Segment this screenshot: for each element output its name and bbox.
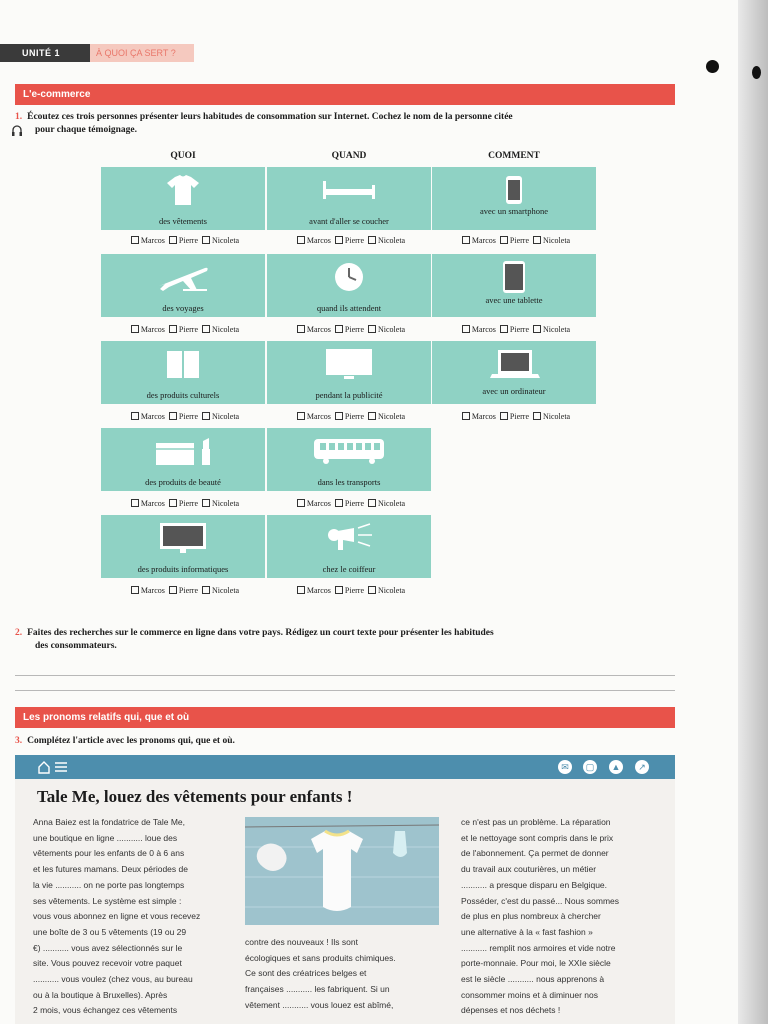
checkbox[interactable]: [368, 412, 376, 420]
checkbox[interactable]: [500, 236, 508, 244]
unit-label: UNITÉ 1: [0, 44, 90, 62]
share-icon[interactable]: ↗: [635, 760, 649, 774]
checkbox[interactable]: [131, 236, 139, 244]
article-line: dépenses et nos déchets !: [461, 1005, 561, 1016]
checkbox-label: Pierre: [509, 325, 529, 334]
tile-label: avec une tablette: [485, 295, 543, 305]
article-line: du travail aux couturières, un métier: [461, 864, 597, 875]
tile-publicite: [267, 341, 431, 404]
checkbox-label: Marcos: [140, 412, 165, 421]
section-title-pronoms: Les pronoms relatifs qui, que et où: [15, 707, 675, 728]
checkbox-label: Pierre: [509, 412, 529, 421]
book-icon: [163, 348, 203, 380]
article-card: [15, 755, 675, 1024]
article-line: ........... vous voulez (chez vous, au bureau: [33, 974, 193, 985]
checkbox-label: Nicoleta: [378, 236, 406, 245]
tile-label: pendant la publicité: [315, 390, 383, 400]
tile-tablette: [432, 254, 596, 317]
article-line: Ce sont des créatrices belges et: [245, 968, 367, 979]
bus-icon: [312, 436, 386, 466]
article-line: ou à la boutique à Bruxelles). Après: [33, 989, 168, 1000]
checkbox[interactable]: [169, 586, 177, 594]
checkbox-label: Nicoleta: [212, 325, 240, 334]
checkbox-label: Nicoleta: [378, 412, 406, 421]
checkbox-label: Marcos: [306, 412, 331, 421]
checkbox[interactable]: [335, 499, 343, 507]
checkbox-label: Marcos: [140, 325, 165, 334]
article-line: françaises ........... les fabriquent. Si un: [245, 984, 390, 995]
tile-label: des produits de beauté: [145, 477, 221, 487]
person-checkbox-row: [267, 499, 431, 508]
checkbox-label: Nicoleta: [378, 586, 406, 595]
clock-icon: [332, 260, 366, 294]
article-line: vous vous abonnez en ligne et vous recevez: [33, 911, 201, 922]
tile-label: avec un ordinateur: [482, 386, 546, 396]
checkbox[interactable]: [533, 236, 541, 244]
checkbox-label: Nicoleta: [543, 412, 571, 421]
checkbox[interactable]: [169, 325, 177, 333]
exercise-number: 3.: [15, 736, 23, 746]
tile-quand-attendent: [267, 254, 431, 317]
exercise-3-instructions: [15, 735, 235, 748]
exercise-number: 1.: [15, 112, 23, 122]
article-column-2: [245, 935, 445, 1014]
checkbox[interactable]: [335, 412, 343, 420]
headphones-icon: [12, 124, 22, 143]
column-header-comment: COMMENT: [488, 151, 540, 161]
checkbox-label: Marcos: [140, 586, 165, 595]
checkbox[interactable]: [202, 499, 210, 507]
article-line: de l'abonnement. Ça permet de donner: [461, 848, 609, 859]
checkbox-label: Marcos: [471, 412, 496, 421]
checkbox[interactable]: [169, 412, 177, 420]
tile-label: des produits culturels: [146, 390, 220, 400]
person-checkbox-row: [101, 586, 265, 595]
article-column-1: [33, 815, 239, 1019]
checkbox[interactable]: [297, 499, 305, 507]
checkbox[interactable]: [335, 586, 343, 594]
tablet-icon: [501, 260, 527, 294]
person-checkbox-row: [267, 586, 431, 595]
checkbox-label: Pierre: [344, 412, 364, 421]
person-checkbox-row: [432, 412, 596, 421]
article-line: une alternative à la « fast fashion »: [461, 926, 593, 937]
home-icon[interactable]: [37, 760, 51, 774]
checkbox[interactable]: [169, 499, 177, 507]
up-arrow-icon[interactable]: ▲: [609, 760, 623, 774]
checkbox[interactable]: [131, 325, 139, 333]
article-line: une boutique en ligne ........... loue des: [33, 832, 178, 843]
checkbox[interactable]: [462, 236, 470, 244]
tile-produits-beaute: [101, 428, 265, 491]
column-header-quand: QUAND: [331, 151, 367, 161]
checkbox-label: Pierre: [178, 412, 198, 421]
person-checkbox-row: [101, 325, 265, 334]
checkbox-label: Marcos: [306, 236, 331, 245]
tv-icon: [324, 347, 374, 381]
answer-line[interactable]: [15, 675, 675, 676]
tile-voyages: [101, 254, 265, 317]
tshirt-icon: [163, 174, 203, 206]
monitor-icon: [158, 521, 208, 555]
article-line: €) ........... vous avez sélectionnés sur le: [33, 942, 183, 953]
exercise-1-instructions: [15, 111, 513, 137]
answer-line[interactable]: [15, 690, 675, 691]
checkbox[interactable]: [131, 586, 139, 594]
tile-label: chez le coiffeur: [322, 564, 376, 574]
checkbox-label: Pierre: [344, 586, 364, 595]
tile-label: des voyages: [162, 303, 204, 313]
tile-label: avant d'aller se coucher: [309, 216, 389, 226]
checkbox-label: Pierre: [509, 236, 529, 245]
checkbox[interactable]: [169, 236, 177, 244]
checkbox-label: Nicoleta: [212, 236, 240, 245]
hairdryer-icon: [324, 522, 374, 554]
checkbox[interactable]: [462, 325, 470, 333]
exercise-1-text: Écoutez ces trois personnes présenter leurs habitudes de consommation sur Internet. Cochez le nom de la personne citée: [27, 112, 513, 122]
checkbox-label: Nicoleta: [543, 236, 571, 245]
tile-avant-coucher: [267, 167, 431, 230]
laptop-icon: [484, 347, 544, 381]
checkbox-label: Pierre: [178, 499, 198, 508]
article-line: Posséder, c'est du passé... Nous sommes: [461, 895, 620, 906]
person-checkbox-row: [101, 412, 265, 421]
article-line: et les futures mamans. Deux périodes de: [33, 864, 188, 875]
checkbox[interactable]: [297, 586, 305, 594]
chat-icon[interactable]: ▢: [583, 760, 597, 774]
person-checkbox-row: [267, 236, 431, 245]
article-line: est le siècle ........... nous apprenons à: [461, 974, 605, 985]
checkbox-label: Pierre: [344, 499, 364, 508]
article-line: ........... a presque disparu en Belgique.: [461, 879, 608, 890]
binder-hole: [706, 60, 719, 73]
checkbox[interactable]: [297, 325, 305, 333]
exercise-number: 2.: [15, 628, 23, 638]
checkbox-label: Nicoleta: [378, 499, 406, 508]
tile-label: des produits informatiques: [137, 564, 229, 574]
tile-smartphone: [432, 167, 596, 230]
checkbox-label: Pierre: [178, 586, 198, 595]
tile-transports: [267, 428, 431, 491]
article-line: ses vêtements. Le système est simple :: [33, 895, 182, 906]
checkbox[interactable]: [202, 325, 210, 333]
checkbox[interactable]: [202, 236, 210, 244]
tile-coiffeur: [267, 515, 431, 578]
airplane-icon: [157, 262, 209, 292]
checkbox[interactable]: [297, 236, 305, 244]
checkbox-label: Marcos: [471, 325, 496, 334]
checkbox[interactable]: [500, 325, 508, 333]
article-title: Tale Me, louez des vêtements pour enfants !: [37, 787, 353, 806]
checkbox-label: Marcos: [306, 586, 331, 595]
checkbox-label: Nicoleta: [212, 412, 240, 421]
checkbox[interactable]: [368, 325, 376, 333]
tile-label: des vêtements: [159, 216, 207, 226]
article-line: consommer moins et à diminuer nos: [461, 989, 599, 1000]
checkbox-label: Nicoleta: [212, 586, 240, 595]
article-line: porte-monnaie. Pour moi, le XXIe siècle: [461, 958, 611, 969]
tile-label: dans les transports: [317, 477, 381, 487]
person-checkbox-row: [101, 499, 265, 508]
unit-title: À QUOI ÇA SERT ?: [90, 44, 194, 62]
checkbox[interactable]: [335, 236, 343, 244]
checkbox-label: Pierre: [178, 236, 198, 245]
article-line: une boîte de 3 ou 5 vêtements (19 ou 29: [33, 926, 187, 937]
article-line: de plus en plus nombreux à chercher: [461, 911, 601, 922]
article-line: Anna Baiez est la fondatrice de Tale Me,: [33, 817, 185, 827]
checkbox[interactable]: [368, 586, 376, 594]
exercise-2-text-2: des consommateurs.: [35, 641, 117, 651]
checkbox[interactable]: [368, 236, 376, 244]
smartphone-icon: [504, 174, 524, 206]
checkbox-label: Pierre: [178, 325, 198, 334]
checkbox-label: Marcos: [306, 325, 331, 334]
checkbox[interactable]: [533, 325, 541, 333]
tile-produits-culturels: [101, 341, 265, 404]
baby-clothes-photo: [245, 817, 439, 925]
checkbox[interactable]: [202, 412, 210, 420]
checkbox-label: Nicoleta: [543, 325, 571, 334]
person-checkbox-row: [267, 325, 431, 334]
article-toolbar: [15, 755, 675, 779]
tile-label: avec un smartphone: [480, 206, 548, 216]
tile-vetements: [101, 167, 265, 230]
person-checkbox-row: [267, 412, 431, 421]
article-column-3: [461, 815, 667, 1019]
person-checkbox-row: [432, 236, 596, 245]
article-line: vêtement ........... vous louez est abîmé,: [245, 999, 394, 1010]
checkbox-label: Nicoleta: [378, 325, 406, 334]
article-line: vêtements pour les enfants de 0 à 6 ans: [33, 848, 185, 859]
unit-header: [0, 44, 194, 62]
tile-ordinateur: [432, 341, 596, 404]
checkbox[interactable]: [297, 412, 305, 420]
column-header-quoi: QUOI: [170, 151, 196, 161]
tile-label: quand ils attendent: [316, 303, 382, 313]
article-line: et le nettoyage sont compris dans le prix: [461, 832, 614, 843]
exercise-2-text: Faites des recherches sur le commerce en ligne dans votre pays. Rédigez un court texte pour présenter les habitudes: [27, 628, 494, 638]
checkbox[interactable]: [131, 412, 139, 420]
checkbox[interactable]: [131, 499, 139, 507]
checkbox[interactable]: [368, 499, 376, 507]
article-line: site. Vous pouvez recevoir votre paquet: [33, 958, 182, 969]
book-edge: [738, 0, 768, 1024]
person-checkbox-row: [432, 325, 596, 334]
makeup-icon: [148, 435, 218, 467]
article-line: 2 mois, vous échangez ces vêtements: [33, 1005, 178, 1016]
article-line: contre des nouveaux ! Ils sont: [245, 937, 358, 947]
checkbox[interactable]: [335, 325, 343, 333]
menu-icon[interactable]: [55, 762, 67, 772]
checkbox-label: Pierre: [344, 236, 364, 245]
bed-icon: [321, 177, 377, 203]
exercise-1-text-2: pour chaque témoignage.: [35, 125, 137, 135]
person-checkbox-row: [101, 236, 265, 245]
exercise-3-text: Complétez l'article avec les pronoms qui, que et où.: [27, 736, 235, 746]
checkbox[interactable]: [533, 412, 541, 420]
checkbox-label: Marcos: [140, 499, 165, 508]
mail-icon[interactable]: ✉: [558, 760, 572, 774]
section-title-ecommerce: L'e-commerce: [15, 84, 675, 105]
checkbox-label: Pierre: [344, 325, 364, 334]
checkbox-label: Marcos: [140, 236, 165, 245]
checkbox[interactable]: [462, 412, 470, 420]
article-line: ........... remplit nos armoires et vide notre: [461, 942, 616, 953]
checkbox-label: Marcos: [471, 236, 496, 245]
binder-hole: [752, 66, 761, 79]
checkbox[interactable]: [500, 412, 508, 420]
article-line: ce n'est pas un problème. La réparation: [461, 817, 611, 827]
tile-produits-informatiques: [101, 515, 265, 578]
exercise-2-instructions: [15, 627, 494, 653]
article-line: la vie ........... on ne porte pas longtemps: [33, 879, 185, 890]
checkbox-label: Nicoleta: [212, 499, 240, 508]
checkbox-label: Marcos: [306, 499, 331, 508]
checkbox[interactable]: [202, 586, 210, 594]
article-line: écologiques et sans produits chimiques.: [245, 952, 396, 963]
